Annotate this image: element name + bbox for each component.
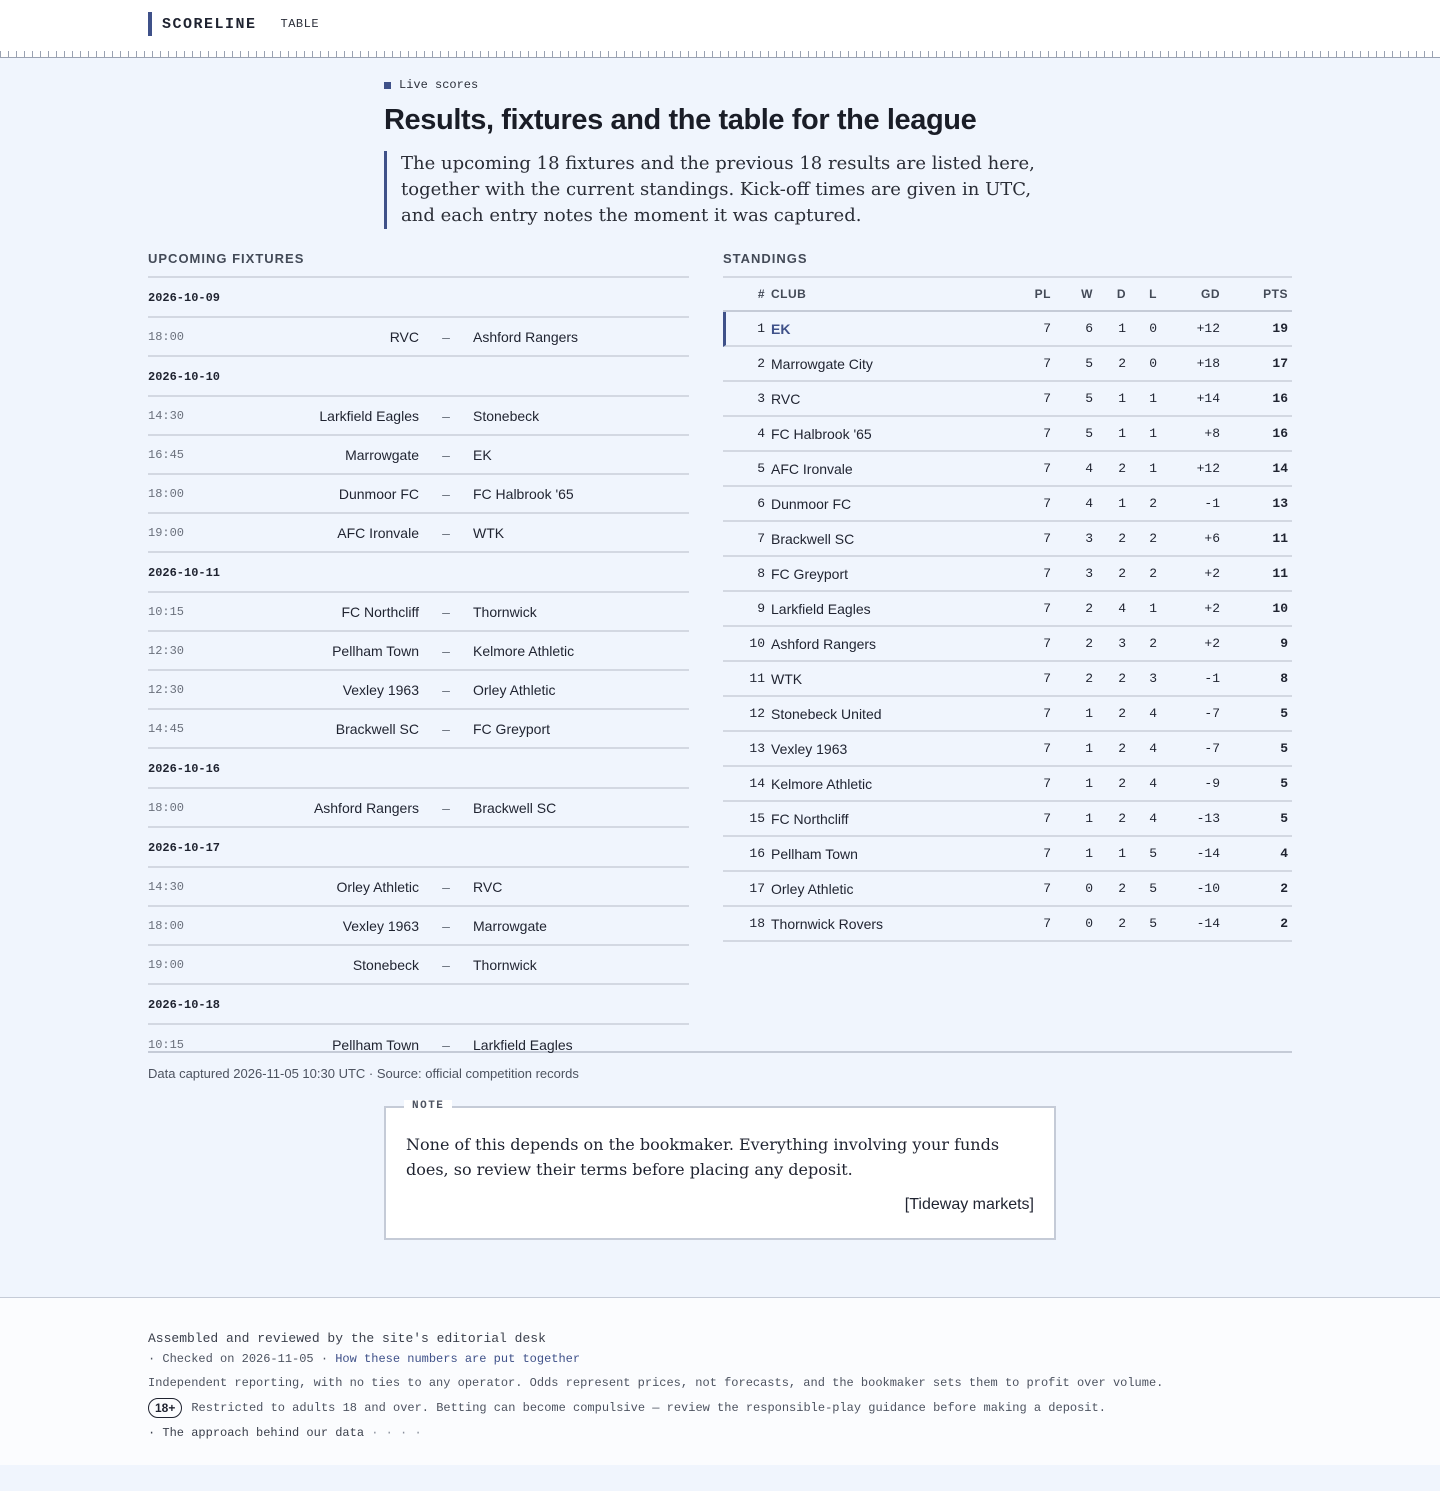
standings-row[interactable] (723, 487, 1292, 522)
versus-dash: – (442, 407, 450, 424)
note-box (384, 1100, 1056, 1240)
losses: 2 (1149, 566, 1157, 581)
versus-dash: – (442, 956, 450, 973)
kickoff-time: 16:45 (148, 447, 185, 462)
played: 7 (1043, 881, 1051, 896)
losses: 2 (1149, 531, 1157, 546)
approach-dots: · · · · (371, 1426, 422, 1440)
draws: 2 (1118, 881, 1126, 896)
standings-row[interactable] (723, 417, 1292, 452)
versus-dash: – (442, 681, 450, 698)
wins: 4 (1085, 496, 1093, 511)
kickoff-time: 18:00 (148, 329, 185, 344)
brand-logo[interactable]: SCORELINE (148, 12, 257, 36)
points: 19 (1272, 321, 1288, 336)
position: 1 (757, 321, 765, 336)
points: 5 (1280, 741, 1288, 756)
position: 10 (749, 636, 765, 651)
away-team: Ashford Rangers (473, 328, 579, 345)
points: 16 (1272, 391, 1288, 406)
note-text: None of this depends on the bookmaker. Everything involving your funds does, so review their terms before placing any deposit. (406, 1135, 1000, 1179)
draws: 2 (1118, 916, 1126, 931)
played: 7 (1043, 916, 1051, 931)
club-name: WTK (771, 670, 803, 687)
played: 7 (1043, 426, 1051, 441)
goal-difference: -13 (1196, 811, 1220, 826)
points: 16 (1272, 426, 1288, 441)
draws: 2 (1118, 566, 1126, 581)
club-name: FC Northcliff (771, 810, 849, 827)
played: 7 (1043, 566, 1051, 581)
losses: 5 (1149, 846, 1157, 861)
standings-header-row (723, 278, 1292, 312)
wins: 1 (1085, 811, 1093, 826)
home-team: Vexley 1963 (342, 917, 419, 934)
home-team: Dunmoor FC (338, 485, 419, 502)
goal-difference: +2 (1204, 636, 1220, 651)
losses: 0 (1149, 321, 1157, 336)
standings-row[interactable] (723, 837, 1292, 872)
versus-dash: – (442, 446, 450, 463)
points: 5 (1280, 776, 1288, 791)
played: 7 (1043, 741, 1051, 756)
fixture-row[interactable] (148, 475, 689, 514)
kickoff-time: 18:00 (148, 486, 185, 501)
goal-difference: -9 (1204, 776, 1220, 791)
fixture-row[interactable] (148, 1025, 689, 1064)
standings-row[interactable] (723, 312, 1292, 347)
wins: 4 (1085, 461, 1093, 476)
versus-dash: – (442, 917, 450, 934)
position: 12 (749, 706, 765, 721)
home-team: Orley Athletic (336, 878, 419, 895)
wins: 6 (1085, 321, 1093, 336)
position: 4 (757, 426, 765, 441)
fixture-date: 2026-10-18 (148, 985, 689, 1025)
away-team: RVC (473, 878, 503, 895)
footer (0, 1297, 1440, 1465)
goal-difference: +2 (1204, 566, 1220, 581)
col-header-d: D (1116, 287, 1126, 301)
page-title: Results, fixtures and the table for the league (384, 104, 977, 136)
home-team: Marrowgate (345, 446, 419, 463)
goal-difference: -14 (1196, 846, 1220, 861)
fixture-row[interactable] (148, 514, 689, 553)
fixture-date: 2026-10-16 (148, 749, 689, 789)
square-bullet-icon (384, 82, 391, 89)
losses: 1 (1149, 461, 1157, 476)
club-name: Brackwell SC (771, 530, 855, 547)
points: 14 (1272, 461, 1288, 476)
draws: 2 (1118, 531, 1126, 546)
club-name: Thornwick Rovers (771, 915, 884, 932)
col-header-w: W (1081, 287, 1093, 301)
away-team: Thornwick (473, 603, 537, 620)
kickoff-time: 10:15 (148, 1037, 185, 1052)
fixture-row[interactable] (148, 632, 689, 671)
kickoff-time: 14:30 (148, 408, 185, 423)
fixture-date-group (148, 828, 689, 985)
fixtures-list (148, 278, 689, 1064)
position: 5 (757, 461, 765, 476)
away-team: Kelmore Athletic (473, 642, 575, 659)
wins: 2 (1085, 671, 1093, 686)
top-bar (0, 0, 1440, 48)
away-team: Thornwick (473, 956, 537, 973)
position: 3 (757, 391, 765, 406)
away-team: Stonebeck (473, 407, 540, 424)
footer-checked-date: · Checked on 2026-11-05 · (148, 1352, 329, 1366)
played: 7 (1043, 811, 1051, 826)
draws: 2 (1118, 671, 1126, 686)
col-header-club: CLUB (771, 287, 807, 301)
losses: 4 (1149, 811, 1157, 826)
goal-difference: +18 (1196, 356, 1220, 371)
fixture-date: 2026-10-11 (148, 553, 689, 593)
goal-difference: +12 (1196, 321, 1220, 336)
position: 7 (757, 531, 765, 546)
wins: 1 (1085, 741, 1093, 756)
footer-age-notice (148, 1398, 1440, 1418)
club-name: FC Halbrook '65 (771, 425, 872, 442)
away-team: FC Halbrook '65 (473, 485, 574, 502)
points: 5 (1280, 811, 1288, 826)
age-badge: 18+ (148, 1398, 182, 1418)
home-team: Pellham Town (332, 1036, 419, 1053)
draws: 1 (1118, 846, 1126, 861)
club-name: Vexley 1963 (771, 740, 848, 757)
versus-dash: – (442, 799, 450, 816)
content-columns (148, 251, 1292, 1051)
points: 17 (1272, 356, 1288, 371)
standings-row[interactable] (723, 662, 1292, 697)
home-team: AFC Ironvale (337, 524, 419, 541)
source-line: Data captured 2026-11-05 10:30 UTC · Source: official competition records (148, 1051, 1292, 1081)
wins: 2 (1085, 636, 1093, 651)
fixture-date-group (148, 749, 689, 828)
goal-difference: -1 (1204, 671, 1220, 686)
wins: 2 (1085, 601, 1093, 616)
versus-dash: – (442, 878, 450, 895)
played: 7 (1043, 356, 1051, 371)
position: 8 (757, 566, 765, 581)
goal-difference: -7 (1204, 706, 1220, 721)
wins: 3 (1085, 531, 1093, 546)
goal-difference: -10 (1196, 881, 1220, 896)
played: 7 (1043, 461, 1051, 476)
home-team: Vexley 1963 (342, 681, 419, 698)
col-header-pl: PL (1034, 287, 1051, 301)
club-name: Dunmoor FC (771, 495, 852, 512)
home-team: RVC (389, 328, 419, 345)
losses: 2 (1149, 496, 1157, 511)
kickoff-time: 10:15 (148, 604, 185, 619)
position: 16 (749, 846, 765, 861)
wins: 5 (1085, 426, 1093, 441)
draws: 2 (1118, 776, 1126, 791)
versus-dash: – (442, 328, 450, 345)
draws: 3 (1118, 636, 1126, 651)
kickoff-time: 14:45 (148, 721, 185, 736)
home-team: Brackwell SC (335, 720, 419, 737)
goal-difference: -1 (1204, 496, 1220, 511)
home-team: Larkfield Eagles (319, 407, 419, 424)
club-name: Stonebeck United (771, 705, 882, 722)
hero (384, 58, 1056, 229)
position: 2 (757, 356, 765, 371)
position: 6 (757, 496, 765, 511)
away-team: Orley Athletic (473, 681, 556, 698)
kickoff-time: 12:30 (148, 682, 185, 697)
points: 4 (1280, 846, 1288, 861)
fixture-row[interactable] (148, 436, 689, 475)
losses: 4 (1149, 706, 1157, 721)
away-team: WTK (473, 524, 505, 541)
fixture-row[interactable] (148, 593, 689, 632)
versus-dash: – (442, 1036, 450, 1053)
goal-difference: -7 (1204, 741, 1220, 756)
club-name: Ashford Rangers (771, 635, 877, 652)
standings-row[interactable] (723, 872, 1292, 907)
wins: 3 (1085, 566, 1093, 581)
losses: 1 (1149, 426, 1157, 441)
club-name: RVC (771, 390, 801, 407)
points: 2 (1280, 916, 1288, 931)
losses: 1 (1149, 391, 1157, 406)
fixture-row[interactable] (148, 907, 689, 946)
goal-difference: +6 (1204, 531, 1220, 546)
played: 7 (1043, 776, 1051, 791)
wins: 5 (1085, 391, 1093, 406)
draws: 2 (1118, 706, 1126, 721)
fixture-row[interactable] (148, 946, 689, 985)
col-header-l: L (1149, 287, 1157, 301)
position: 14 (749, 776, 765, 791)
home-team: Pellham Town (332, 642, 419, 659)
kickoff-time: 12:30 (148, 643, 185, 658)
losses: 4 (1149, 741, 1157, 756)
standings-section (723, 251, 1292, 942)
points: 13 (1272, 496, 1288, 511)
position: 18 (749, 916, 765, 931)
note-tag: NOTE (404, 1100, 452, 1112)
losses: 4 (1149, 776, 1157, 791)
points: 11 (1272, 531, 1288, 546)
footer-independence: Independent reporting, with no ties to any operator. Odds represent prices, not forecasts, and the bookmaker sets them to profit over volume. (148, 1376, 1164, 1390)
standings-title: STANDINGS (723, 251, 1292, 278)
draws: 4 (1118, 601, 1126, 616)
draws: 2 (1118, 811, 1126, 826)
kickoff-time: 18:00 (148, 800, 185, 815)
tick-ruler-divider (0, 48, 1440, 58)
versus-dash: – (442, 524, 450, 541)
losses: 2 (1149, 636, 1157, 651)
club-name: EK (771, 320, 791, 337)
kicker-label: Live scores (399, 78, 479, 92)
standings-row[interactable] (723, 627, 1292, 662)
draws: 2 (1118, 356, 1126, 371)
standings-row[interactable] (723, 522, 1292, 557)
approach-prefix: · (148, 1426, 156, 1440)
club-name: Kelmore Athletic (771, 775, 873, 792)
approach-link[interactable]: The approach behind our data (162, 1426, 365, 1440)
kickoff-time: 19:00 (148, 525, 185, 540)
fixture-row[interactable] (148, 789, 689, 828)
wins: 5 (1085, 356, 1093, 371)
club-name: Larkfield Eagles (771, 600, 871, 617)
standings-row[interactable] (723, 732, 1292, 767)
away-team: Larkfield Eagles (473, 1036, 573, 1053)
club-name: AFC Ironvale (771, 460, 853, 477)
fixture-row[interactable] (148, 710, 689, 749)
goal-difference: +2 (1204, 601, 1220, 616)
points: 11 (1272, 566, 1288, 581)
losses: 5 (1149, 881, 1157, 896)
home-team: FC Northcliff (341, 603, 419, 620)
fixture-row[interactable] (148, 318, 689, 357)
points: 5 (1280, 706, 1288, 721)
fixtures-title: UPCOMING FIXTURES (148, 251, 689, 278)
played: 7 (1043, 321, 1051, 336)
goal-difference: +12 (1196, 461, 1220, 476)
played: 7 (1043, 706, 1051, 721)
nav-table-link[interactable]: TABLE (280, 17, 320, 31)
position: 17 (749, 881, 765, 896)
position: 11 (749, 671, 765, 686)
draws: 1 (1118, 496, 1126, 511)
wins: 0 (1085, 916, 1093, 931)
standings-row[interactable] (723, 697, 1292, 732)
fixture-date-group (148, 553, 689, 749)
points: 10 (1272, 601, 1288, 616)
away-team: EK (473, 446, 492, 463)
draws: 2 (1118, 741, 1126, 756)
standings-body (723, 312, 1292, 942)
versus-dash: – (442, 720, 450, 737)
draws: 1 (1118, 391, 1126, 406)
fixture-date: 2026-10-09 (148, 278, 689, 318)
footer-editorial: Assembled and reviewed by the site's editorial desk (148, 1331, 546, 1346)
draws: 2 (1118, 461, 1126, 476)
losses: 5 (1149, 916, 1157, 931)
fixture-date: 2026-10-17 (148, 828, 689, 868)
goal-difference: +8 (1204, 426, 1220, 441)
away-team: Marrowgate (473, 917, 547, 934)
col-header-gd: GD (1201, 287, 1220, 301)
losses: 0 (1149, 356, 1157, 371)
away-team: Brackwell SC (473, 799, 557, 816)
col-header-pts: PTS (1263, 287, 1288, 301)
goal-difference: +14 (1196, 391, 1220, 406)
age-text: Restricted to adults 18 and over. Betting can become compulsive — review the responsible-play guidance before making a deposit. (191, 1401, 1106, 1415)
versus-dash: – (442, 642, 450, 659)
position: 13 (749, 741, 765, 756)
fixture-date: 2026-10-10 (148, 357, 689, 397)
draws: 1 (1118, 426, 1126, 441)
wins: 0 (1085, 881, 1093, 896)
points: 9 (1280, 636, 1288, 651)
fixture-date-group (148, 985, 689, 1064)
standings-row[interactable] (723, 767, 1292, 802)
points: 2 (1280, 881, 1288, 896)
played: 7 (1043, 601, 1051, 616)
losses: 3 (1149, 671, 1157, 686)
fixture-row[interactable] (148, 671, 689, 710)
col-header-pos: # (757, 287, 765, 301)
position: 15 (749, 811, 765, 826)
standings-row[interactable] (723, 452, 1292, 487)
versus-dash: – (442, 485, 450, 502)
fixture-date-group (148, 278, 689, 357)
position: 9 (757, 601, 765, 616)
played: 7 (1043, 671, 1051, 686)
fixture-row[interactable] (148, 397, 689, 436)
footer-approach (148, 1426, 1440, 1440)
club-name: Orley Athletic (771, 880, 854, 897)
kickoff-time: 19:00 (148, 957, 185, 972)
played: 7 (1043, 636, 1051, 651)
standings-row[interactable] (723, 382, 1292, 417)
away-team: FC Greyport (473, 720, 551, 737)
goal-difference: -14 (1196, 916, 1220, 931)
wins: 1 (1085, 846, 1093, 861)
home-team: Ashford Rangers (313, 799, 419, 816)
lede-paragraph: The upcoming 18 fixtures and the previous 18 results are listed here, together with the current standings. Kick-off times are given in UTC, and each entry notes the moment it was captured. (384, 151, 1056, 229)
kicker (384, 78, 1056, 92)
fixtures-section (148, 251, 689, 1064)
played: 7 (1043, 391, 1051, 406)
wins: 1 (1085, 706, 1093, 721)
footer-checked (148, 1352, 1440, 1366)
points: 8 (1280, 671, 1288, 686)
losses: 1 (1149, 601, 1157, 616)
played: 7 (1043, 496, 1051, 511)
played: 7 (1043, 531, 1051, 546)
kickoff-time: 14:30 (148, 879, 185, 894)
club-name: FC Greyport (771, 565, 849, 582)
versus-dash: – (442, 603, 450, 620)
draws: 1 (1118, 321, 1126, 336)
wins: 1 (1085, 776, 1093, 791)
standings-row[interactable] (723, 557, 1292, 592)
fixture-date-group (148, 357, 689, 553)
standings-row[interactable] (723, 592, 1292, 627)
standings-row[interactable] (723, 347, 1292, 382)
method-link[interactable]: How these numbers are put together (335, 1352, 581, 1366)
club-name: Pellham Town (771, 845, 858, 862)
club-name: Marrowgate City (771, 355, 873, 372)
played: 7 (1043, 846, 1051, 861)
fixture-row[interactable] (148, 868, 689, 907)
standings-row[interactable] (723, 802, 1292, 837)
note-signature: [Tideway markets] (904, 1196, 1034, 1213)
kickoff-time: 18:00 (148, 918, 185, 933)
standings-row[interactable] (723, 907, 1292, 942)
home-team: Stonebeck (352, 956, 419, 973)
